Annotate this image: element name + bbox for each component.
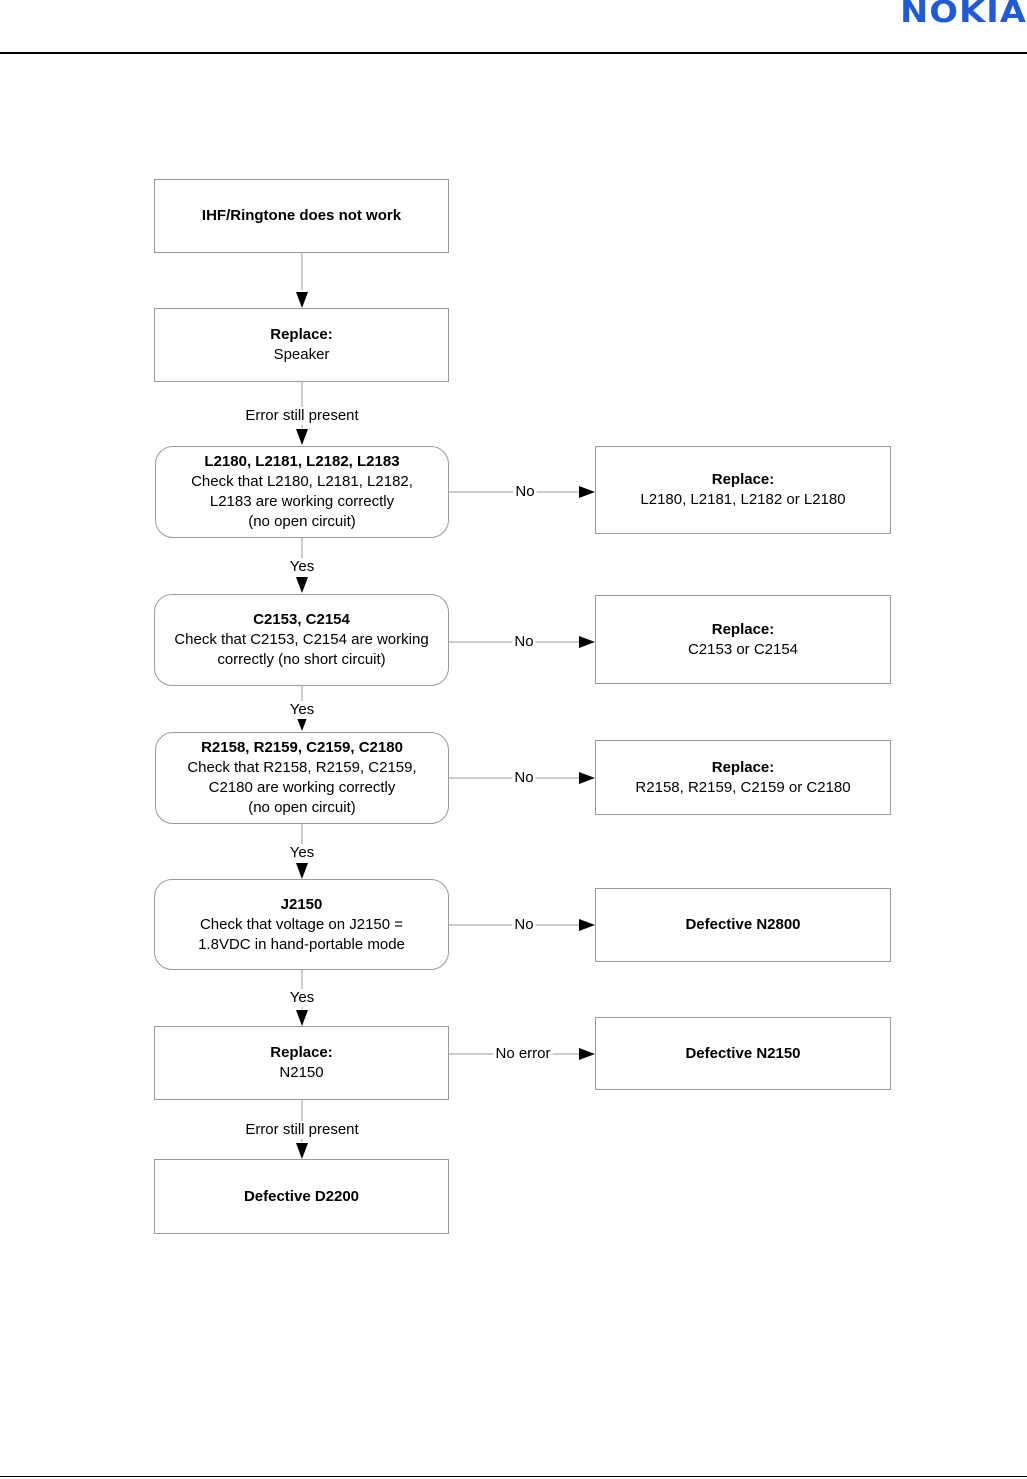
node-start [154,179,449,253]
node-body: R2158, R2159, C2159 or C2180 [635,778,851,796]
arrowhead [296,863,308,879]
nokia-logo: NOKIA [900,0,1027,30]
node-line: correctly (no short circuit) [217,651,386,668]
node-replace-l [595,446,891,534]
node-text: IHF/Ringtone does not work [201,207,402,224]
node-title: Replace: [711,471,775,488]
node-defective-n2800 [595,888,891,962]
node-title: Replace: [711,620,775,638]
node-title: Defective N2150 [685,1044,801,1062]
arrowhead [296,1143,308,1159]
node-check-j [154,879,449,970]
node-line: Check that R2158, R2159, C2159, [187,759,417,776]
node-title: Replace: [270,1044,333,1061]
node-body: L2180, L2181, L2182 or L2180 [640,491,846,508]
node-line: C2180 are working correctly [208,779,396,796]
node-line: Check that C2153, C2154 are working [174,631,429,648]
arrowhead [579,919,595,931]
edge-label-no: No [514,633,534,650]
node-defective-d2200 [154,1159,449,1234]
node-body: Speaker [273,346,330,363]
node-title: J2150 [280,895,323,913]
edge-label-yes: Yes [289,989,315,1006]
node-line: Check that voltage on J2150 = [199,915,404,933]
node-check-c [154,594,449,686]
arrowhead [296,1010,308,1026]
arrowhead [296,429,308,445]
arrowhead [297,718,307,731]
node-line: L2183 are working correctly [209,493,395,510]
node-title: Defective N2800 [685,916,801,933]
node-line: (no open circuit) [248,799,356,816]
node-line: 1.8VDC in hand-portable mode [198,935,405,953]
node-title: L2180, L2181, L2182, L2183 [204,453,400,470]
node-line: (no open circuit) [248,513,356,530]
node-body: C2153 or C2154 [687,640,799,658]
node-line: Check that L2180, L2181, L2182, [191,473,413,490]
node-title: C2153, C2154 [253,611,350,628]
edge-label-no: No [515,483,535,500]
edge-label-no: No [514,769,534,786]
arrowhead [579,772,595,784]
node-replace-n2150 [154,1026,449,1100]
edge-label-no-error: No error [495,1045,551,1062]
edge-label-error-still-present: Error still present [245,1121,359,1138]
node-replace-c [595,595,891,684]
edge-label-yes: Yes [289,558,315,575]
arrowhead [296,577,308,593]
node-replace-r [595,740,891,815]
edge-label-yes: Yes [289,701,315,718]
node-title: R2158, R2159, C2159, C2180 [201,739,403,756]
node-check-r [155,732,449,824]
node-title: Replace: [711,758,775,776]
node-title: Defective D2200 [243,1187,360,1205]
arrowhead [579,486,595,498]
node-defective-n2150 [595,1017,891,1090]
node-replace-speaker [154,308,449,382]
edge-label-no: No [514,916,534,933]
arrowhead [579,1048,595,1060]
arrowhead [296,292,308,308]
arrowhead [579,636,595,648]
node-check-l [155,446,449,538]
node-body: N2150 [279,1064,324,1081]
node-title: Replace: [270,326,333,343]
edge-label-yes: Yes [289,844,315,861]
edge-label-error-still-present: Error still present [245,407,359,424]
